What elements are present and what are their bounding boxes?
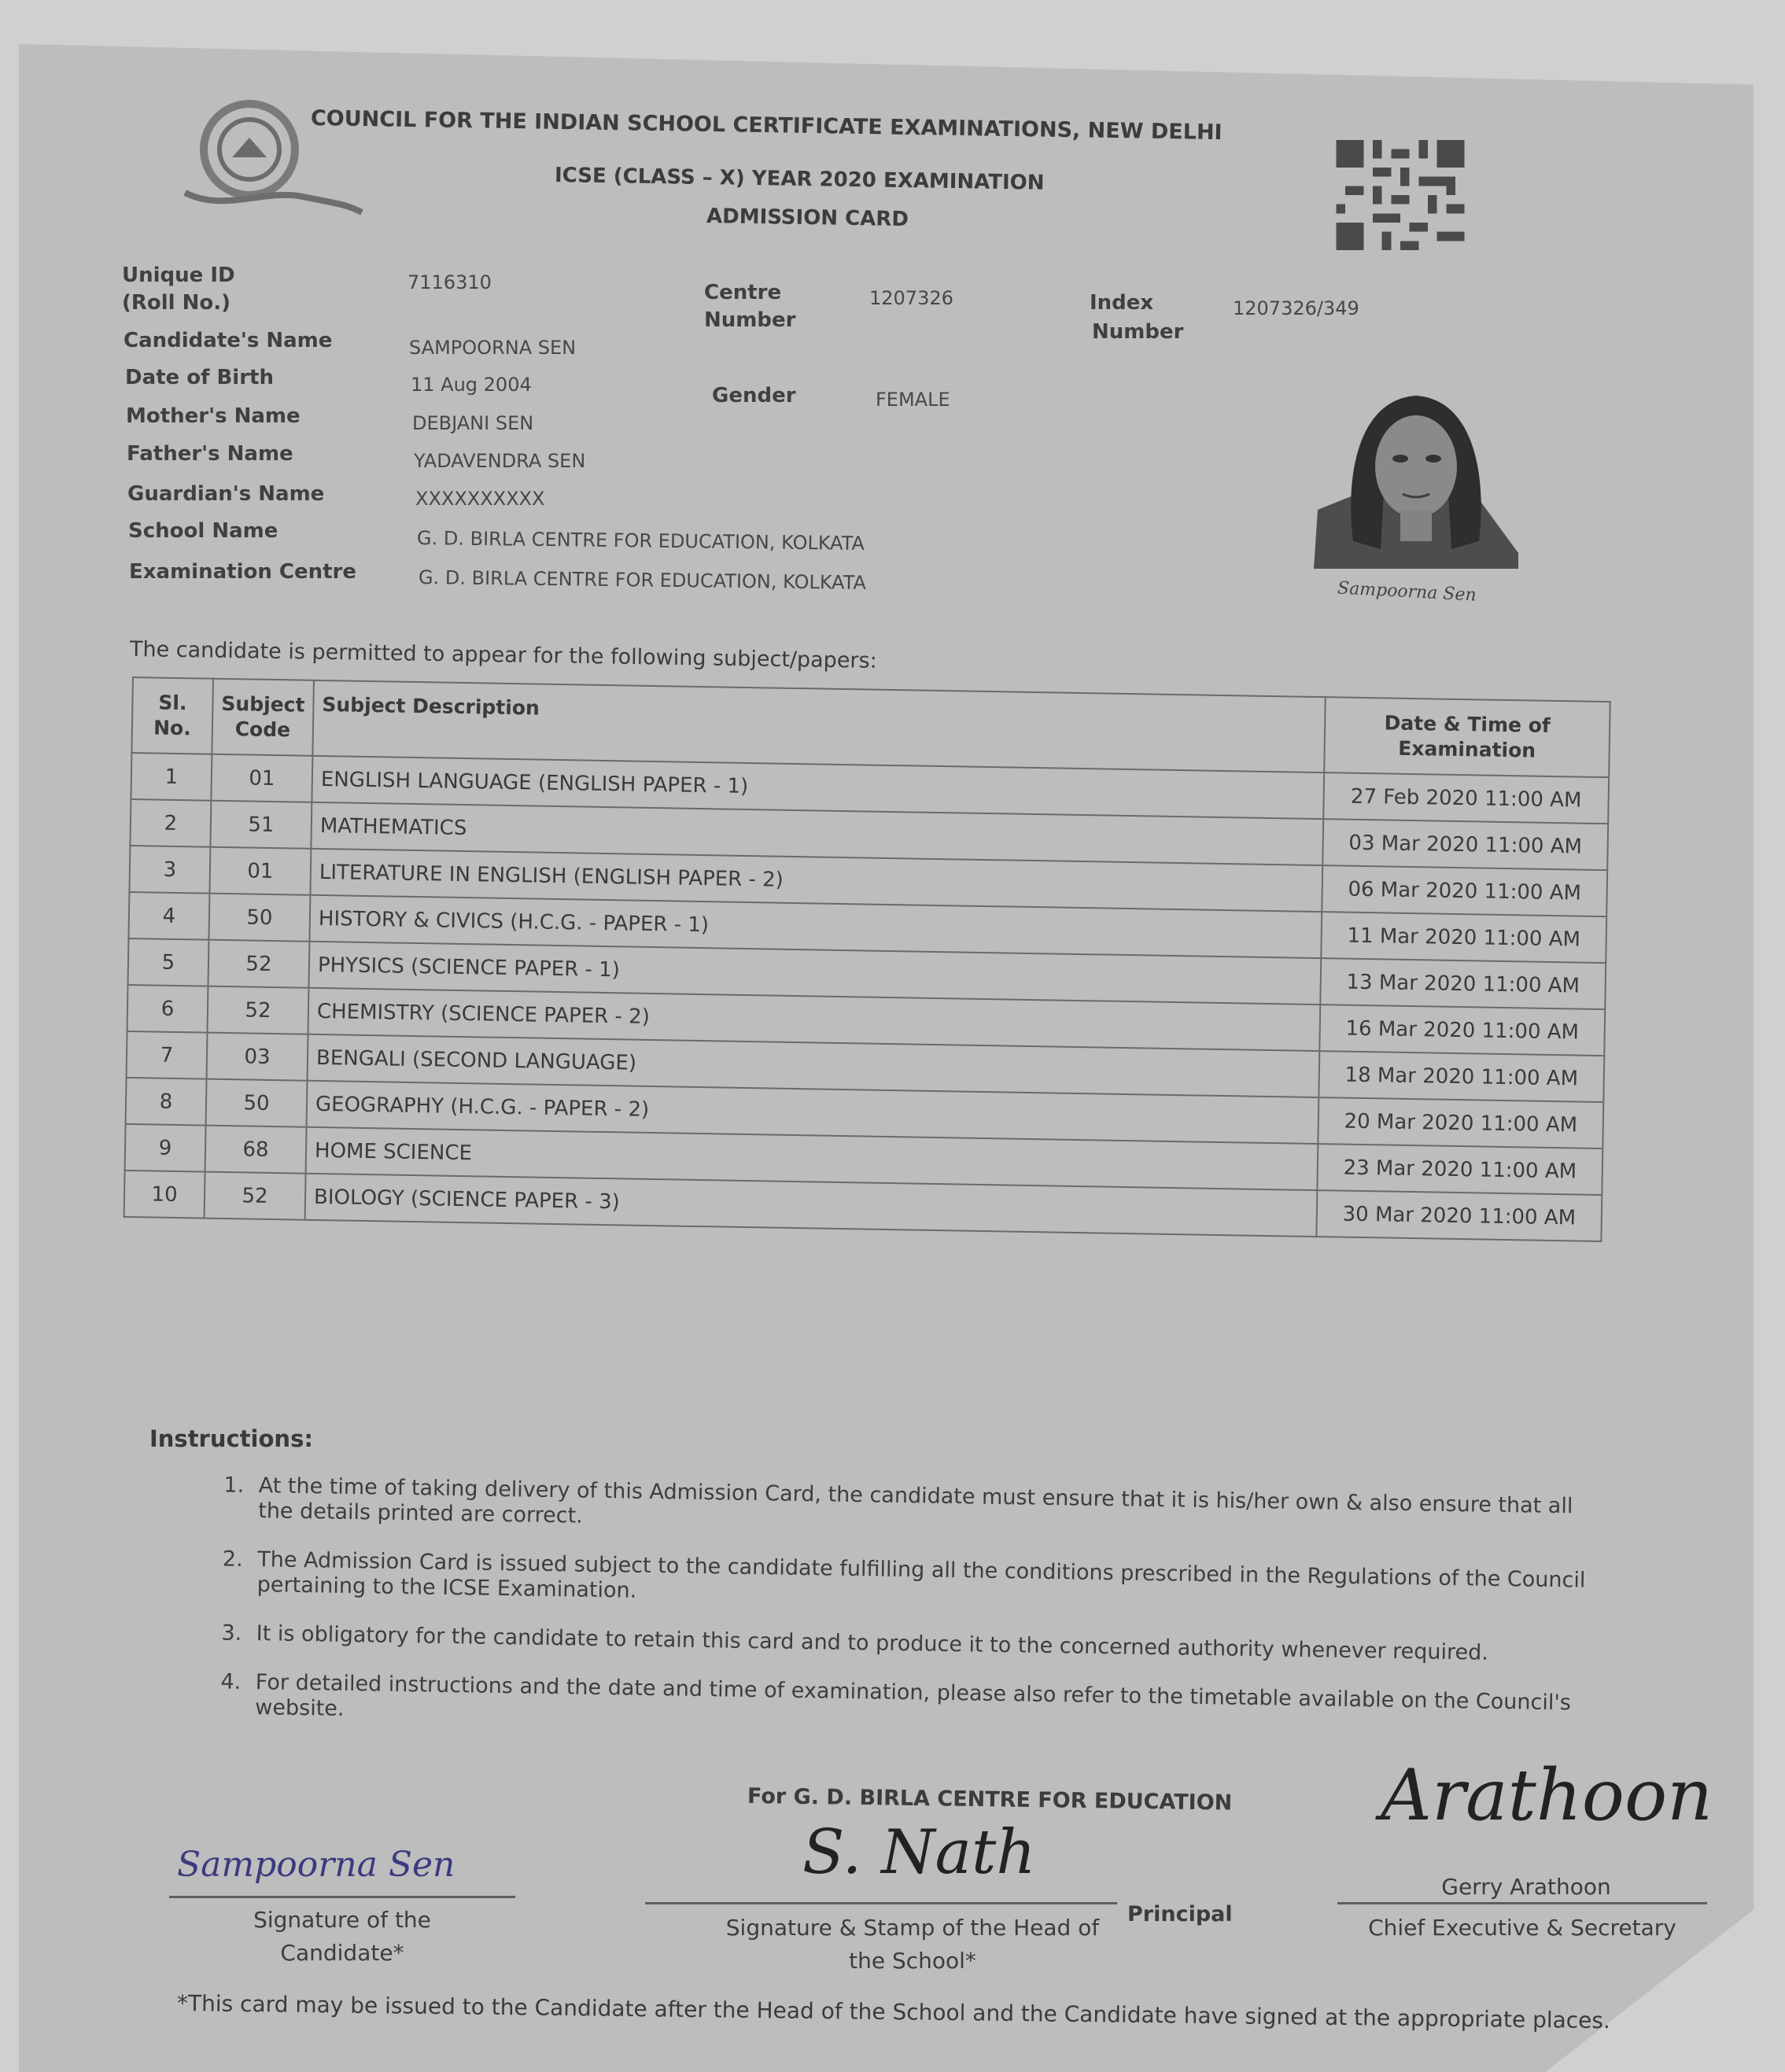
instruction-item: 4. For detailed instructions and the date and time of examination, please also refer to the timetable available on the Council's website. xyxy=(247,1670,1598,1742)
instruction-item: 2. The Admission Card is issued subject to the candidate fulfilling all the conditions prescribed in the Regulations of the Council pertaining to the ICSE Examination. xyxy=(249,1547,1600,1619)
centre-number-label-1: Centre xyxy=(704,281,782,304)
exam-centre-value: G. D. BIRLA CENTRE FOR EDUCATION, KOLKATA xyxy=(418,566,867,594)
guardian-name-label: Guardian's Name xyxy=(127,482,325,506)
school-for-label: For G. D. BIRLA CENTRE FOR EDUCATION xyxy=(747,1784,1233,1816)
guardian-name-value: XXXXXXXXXX xyxy=(415,488,545,510)
subject-code-cell: 52 xyxy=(208,986,309,1034)
subject-code-cell: 03 xyxy=(207,1033,308,1081)
sl-no-cell: 10 xyxy=(124,1171,205,1218)
exam-date-cell: 27 Feb 2020 11:00 AM xyxy=(1323,772,1609,824)
school-name-value: G. D. BIRLA CENTRE FOR EDUCATION, KOLKATA xyxy=(416,527,865,555)
subject-description-cell: BIOLOGY (SCIENCE PAPER - 3) xyxy=(305,1174,1318,1237)
gender-value: FEMALE xyxy=(876,389,950,411)
sl-no-cell: 7 xyxy=(127,1031,208,1079)
sl-no-cell: 9 xyxy=(125,1124,206,1172)
mother-name-label: Mother's Name xyxy=(126,404,301,428)
unique-id-label: Unique ID xyxy=(122,264,235,287)
dob-value: 11 Aug 2004 xyxy=(411,374,532,396)
unique-id-value: 7116310 xyxy=(408,271,492,293)
sl-no-cell: 8 xyxy=(126,1078,207,1126)
exam-centre-label: Examination Centre xyxy=(129,560,357,584)
head-of-school-signature: S. Nath xyxy=(802,1817,1036,1888)
subject-description-cell: CHEMISTRY (SCIENCE PAPER - 2) xyxy=(308,988,1320,1051)
subjects-table-container xyxy=(124,677,1627,1242)
col-subject-code: Subject Code xyxy=(212,679,314,756)
exam-date-cell: 06 Mar 2020 11:00 AM xyxy=(1322,865,1607,916)
centre-number-label-2: Number xyxy=(704,308,796,332)
exam-date-cell: 20 Mar 2020 11:00 AM xyxy=(1318,1097,1603,1148)
head-signature-caption: Signature & Stamp of the Head of the School* xyxy=(725,1915,1100,1974)
index-number-label-2: Number xyxy=(1092,320,1184,344)
candidate-name-value: SAMPOORNA SEN xyxy=(409,337,577,359)
chief-executive-signature: Arathoon xyxy=(1381,1754,1713,1837)
father-name-label: Father's Name xyxy=(127,442,293,466)
exam-title: ICSE (CLASS – X) YEAR 2020 EXAMINATION xyxy=(554,164,1045,195)
subject-code-cell: 01 xyxy=(209,847,311,895)
centre-number-value: 1207326 xyxy=(869,287,953,309)
council-title: COUNCIL FOR THE INDIAN SCHOOL CERTIFICATE EXAMINATIONS, NEW DELHI xyxy=(310,106,1223,146)
col-sl-no: Sl. No. xyxy=(131,677,213,754)
subject-code-cell: 50 xyxy=(208,894,310,942)
chief-executive-signature-line xyxy=(1337,1902,1707,1904)
exam-date-cell: 23 Mar 2020 11:00 AM xyxy=(1317,1144,1602,1195)
school-name-label: School Name xyxy=(128,519,278,543)
sl-no-cell: 3 xyxy=(129,846,210,894)
subject-code-cell: 52 xyxy=(208,940,309,988)
subject-code-cell: 01 xyxy=(211,754,312,802)
sl-no-cell: 6 xyxy=(127,985,208,1033)
sl-no-cell: 1 xyxy=(131,753,212,801)
col-date-time: Date & Time of Examination xyxy=(1324,697,1610,777)
footnote: *This card may be issued to the Candidate after the Head of the School and the Candidate have signed at the appropriate places. xyxy=(176,1990,1611,2034)
gender-label: Gender xyxy=(712,384,796,407)
roll-no-label: (Roll No.) xyxy=(122,291,231,315)
subject-description-cell: ENGLISH LANGUAGE (ENGLISH PAPER - 1) xyxy=(312,756,1324,819)
subjects-table xyxy=(124,677,1611,1242)
index-number-label-1: Index xyxy=(1090,291,1154,315)
exam-date-cell: 30 Mar 2020 11:00 AM xyxy=(1316,1190,1602,1241)
chief-executive-name: Gerry Arathoon xyxy=(1441,1874,1611,1900)
subject-code-cell: 68 xyxy=(205,1126,307,1174)
instruction-item: 3. It is obligatory for the candidate to retain this card and to produce it to the concerned authority whenever required. xyxy=(249,1621,1599,1668)
father-name-value: YADAVENDRA SEN xyxy=(414,450,586,472)
subject-code-cell: 52 xyxy=(205,1172,306,1220)
permit-statement: The candidate is permitted to appear for the following subject/papers: xyxy=(129,637,877,673)
instruction-item: 1. At the time of taking delivery of this Admission Card, the candidate must ensure that it is his/her own & also ensure that all the details printed are correct. xyxy=(250,1473,1601,1545)
card-title: ADMISSION CARD xyxy=(706,205,909,232)
subject-description-cell: HOME SCIENCE xyxy=(306,1127,1318,1190)
candidate-signature: Sampoorna Sen xyxy=(177,1845,455,1885)
photo-signature: Sampoorna Sen xyxy=(1337,578,1477,606)
index-number-value: 1207326/349 xyxy=(1233,297,1359,319)
instructions-title: Instructions: xyxy=(149,1425,313,1452)
subject-description-cell: MATHEMATICS xyxy=(311,802,1323,865)
head-signature-line xyxy=(645,1902,1117,1904)
exam-date-cell: 03 Mar 2020 11:00 AM xyxy=(1322,819,1608,870)
exam-date-cell: 16 Mar 2020 11:00 AM xyxy=(1319,1005,1605,1056)
exam-date-cell: 18 Mar 2020 11:00 AM xyxy=(1318,1051,1604,1102)
qr-code-icon xyxy=(1333,140,1467,250)
sl-no-cell: 4 xyxy=(128,892,209,940)
exam-date-cell: 11 Mar 2020 11:00 AM xyxy=(1321,912,1606,963)
candidate-photo xyxy=(1310,384,1522,569)
subject-description-cell: BENGALI (SECOND LANGUAGE) xyxy=(308,1034,1320,1097)
subject-code-cell: 50 xyxy=(206,1079,308,1127)
subject-code-cell: 51 xyxy=(210,801,312,849)
exam-date-cell: 13 Mar 2020 11:00 AM xyxy=(1320,958,1606,1009)
mother-name-value: DEBJANI SEN xyxy=(412,412,534,434)
subject-description-cell: LITERATURE IN ENGLISH (ENGLISH PAPER - 2) xyxy=(310,849,1322,912)
candidate-signature-caption: Signature of the Candidate* xyxy=(253,1907,431,1966)
chief-executive-title: Chief Executive & Secretary xyxy=(1368,1915,1676,1941)
subject-description-cell: GEOGRAPHY (H.C.G. - PAPER - 2) xyxy=(307,1081,1319,1144)
col-subject-description: Subject Description xyxy=(312,680,1325,772)
dob-label: Date of Birth xyxy=(125,366,274,389)
candidate-signature-line xyxy=(169,1896,515,1898)
principal-stamp: Principal xyxy=(1127,1902,1233,1926)
sl-no-cell: 2 xyxy=(130,799,211,847)
subject-description-cell: HISTORY & CIVICS (H.C.G. - PAPER - 1) xyxy=(309,895,1322,958)
sl-no-cell: 5 xyxy=(128,938,209,986)
candidate-name-label: Candidate's Name xyxy=(124,329,333,352)
subject-description-cell: PHYSICS (SCIENCE PAPER - 1) xyxy=(308,942,1321,1005)
instructions-list xyxy=(197,1473,1601,1765)
